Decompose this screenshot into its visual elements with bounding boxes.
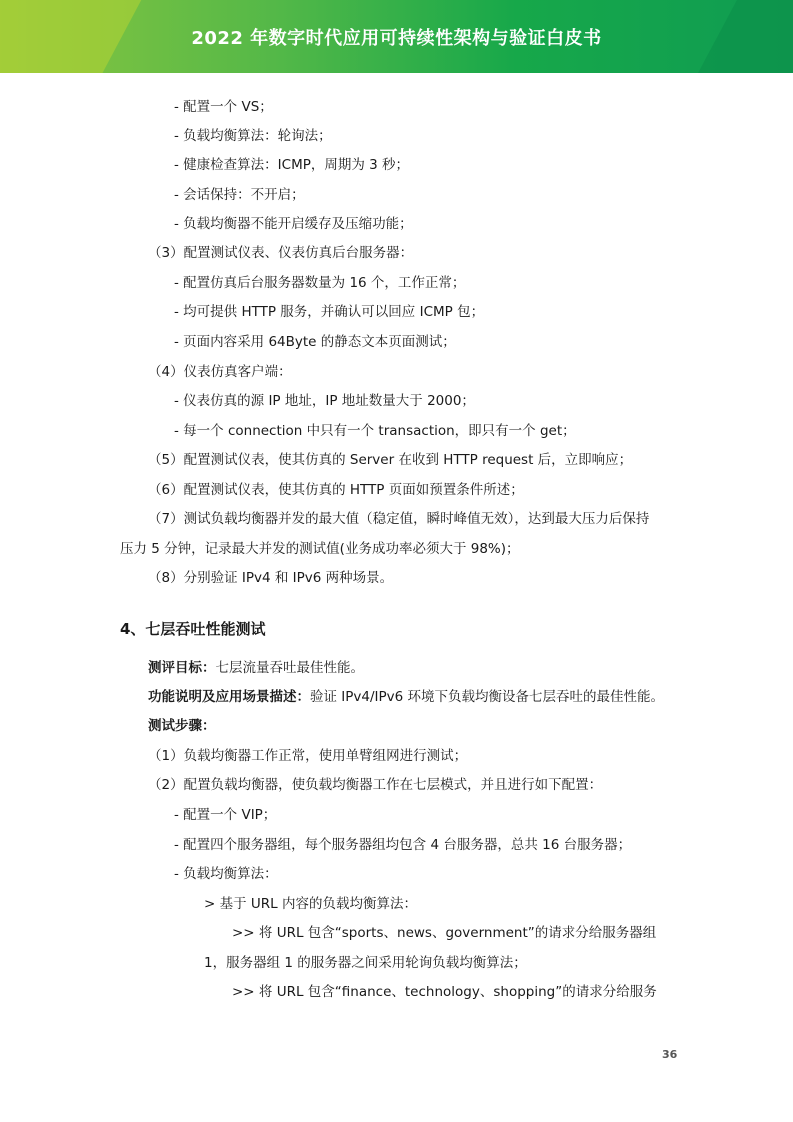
body-line: - 仪表仿真的源 IP 地址，IP 地址数量大于 2000； <box>174 393 475 409</box>
body-line <box>204 954 527 972</box>
line-text: 七层流量吞吐最佳性能。 <box>215 660 364 676</box>
body-line <box>204 895 417 913</box>
body-line: - 配置一个 VS； <box>174 99 273 115</box>
body-line: - 健康检查算法：ICMP，周期为 3 秒； <box>174 157 410 173</box>
body-line: - 会话保持：不开启； <box>174 187 305 203</box>
body-line: （8）分别验证 IPv4 和 IPv6 两种场景。 <box>148 570 394 586</box>
page-number: 36 <box>662 1048 678 1061</box>
body-line: （6）配置测试仪表，使其仿真的 HTTP 页面如预置条件所述； <box>148 482 524 498</box>
body-line: - 配置仿真后台服务器数量为 16 个，工作正常； <box>174 275 466 291</box>
body-line: 压力 5 分钟，记录最大并发的测试值(业务成功率必须大于 98%)； <box>120 541 520 557</box>
line-text: 1，服务器组 1 的服务器之间采用轮询负载均衡算法； <box>204 955 527 971</box>
body-line <box>174 836 631 854</box>
line-text: 验证 IPv4/IPv6 环境下负载均衡设备七层吞吐的最佳性能。 <box>310 689 665 705</box>
line-text: （2）配置负载均衡器，使负载均衡器工作在七层模式，并且进行如下配置： <box>148 777 603 793</box>
body-line: （4）仪表仿真客户端： <box>148 364 292 380</box>
body-line <box>148 717 216 735</box>
bold-label: 功能说明及应用场景描述： <box>148 689 310 705</box>
line-text: - 负载均衡算法： <box>174 866 278 882</box>
body-line: - 负载均衡器不能开启缓存及压缩功能； <box>174 216 413 232</box>
body-line: （3）配置测试仪表、仪表仿真后台服务器： <box>148 245 414 261</box>
line-text: （1）负载均衡器工作正常，使用单臂组网进行测试； <box>148 748 468 764</box>
body-line: - 页面内容采用 64Byte 的静态文本页面测试； <box>174 334 456 350</box>
line-text: > 基于 URL 内容的负载均衡算法： <box>204 896 417 912</box>
body-line: - 每一个 connection 中只有一个 transaction，即只有一个 get； <box>174 423 576 439</box>
body-line: （5）配置测试仪表，使其仿真的 Server 在收到 HTTP request 后，立即响应； <box>148 452 633 468</box>
document-title: 2022 年数字时代应用可持续性架构与验证白皮书 <box>191 28 602 49</box>
body-line: - 负载均衡算法：轮询法； <box>174 128 332 144</box>
body-line <box>174 865 278 883</box>
page-header <box>0 0 793 73</box>
bold-label: 测评目标： <box>148 660 216 676</box>
body-line <box>148 688 664 706</box>
body-line <box>232 983 657 1001</box>
section-heading: 4、七层吞吐性能测试 <box>120 620 266 638</box>
line-text: - 配置一个 VIP； <box>174 807 277 823</box>
body-line: （7）测试负载均衡器并发的最大值（稳定值，瞬时峰值无效），达到最大压力后保持 <box>148 511 650 527</box>
line-text: >> 将 URL 包含“finance、technology、shopping”的请求分给服务 <box>232 984 657 1000</box>
body-line: - 均可提供 HTTP 服务，并确认可以回应 ICMP 包； <box>174 304 485 320</box>
line-text: >> 将 URL 包含“sports、news、government”的请求分给服务器组 <box>232 925 657 941</box>
line-text: - 配置四个服务器组，每个服务器组均包含 4 台服务器，总共 16 台服务器； <box>174 837 632 853</box>
body-line <box>148 659 364 677</box>
body-line <box>232 924 656 942</box>
body-line <box>148 747 467 765</box>
body-line <box>174 806 276 824</box>
body-line <box>148 776 602 794</box>
bold-label: 测试步骤： <box>148 718 216 734</box>
